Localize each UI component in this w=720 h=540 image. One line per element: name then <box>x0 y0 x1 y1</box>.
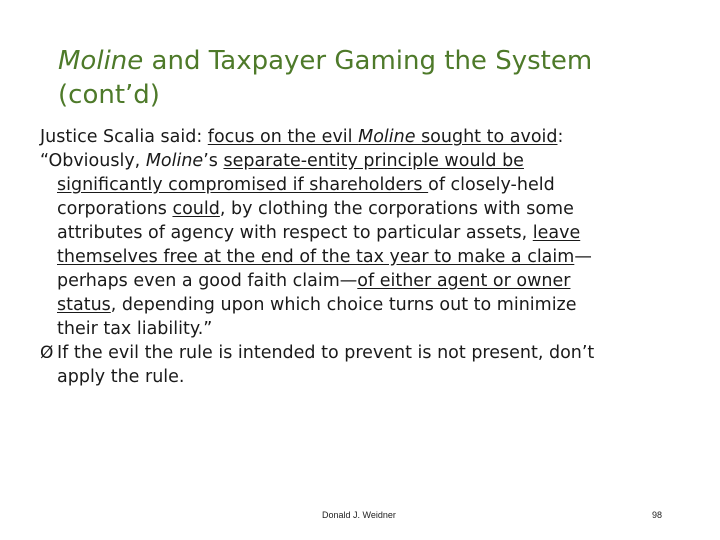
quote-l5-underlined: themselves free at the end of the tax year to make a claim <box>57 247 575 267</box>
intro-underlined-b: sought to avoid <box>415 127 558 147</box>
footer-author: Donald J. Weidner <box>322 510 396 520</box>
page-number: 98 <box>652 510 663 520</box>
slide-body <box>40 125 700 389</box>
bullet-line-1 <box>40 341 700 365</box>
quote-l2-underlined: significantly compromised if shareholders <box>57 175 429 195</box>
quote-line-2 <box>40 173 700 197</box>
quote-l3-underlined: could <box>172 199 220 219</box>
quote-line-7 <box>40 293 700 317</box>
quote-l6-a: perhaps even a good faith claim— <box>57 271 358 291</box>
bullet-paragraph <box>40 341 700 389</box>
intro-prefix: Justice Scalia said: <box>40 127 208 147</box>
quote-line-5 <box>40 245 700 269</box>
quote-line-8: their tax liability.” <box>57 319 213 339</box>
quote-l4-underlined: leave <box>532 223 581 243</box>
quote-l6-underlined: of either agent or owner <box>357 271 571 291</box>
quote-l1-italic: Moline <box>145 151 204 171</box>
quote-l3-a: corporations <box>57 199 173 219</box>
bullet-line-2: apply the rule. <box>57 367 185 387</box>
slide-title <box>58 44 678 112</box>
slide-title-line-1 <box>58 44 678 78</box>
intro-line <box>40 125 700 149</box>
intro-underlined-a: focus on the evil <box>207 127 359 147</box>
quote-l3-b: , by clothing the corporations with some <box>219 199 574 219</box>
intro-suffix: : <box>557 127 564 147</box>
quote-line-6 <box>40 269 700 293</box>
quote-line-1 <box>40 149 700 173</box>
quote-line-3 <box>40 197 700 221</box>
quote-line-4 <box>40 221 700 245</box>
quote-l1-a: “Obviously, <box>40 151 146 171</box>
quote-l2-b: of closely-held <box>428 175 555 195</box>
title-text: and Taxpayer Gaming the System <box>143 46 593 76</box>
intro-underlined <box>208 127 558 147</box>
quote-l1-underlined: separate-entity principle would be <box>223 151 524 171</box>
arrow-bullet-icon: Ø <box>40 343 54 363</box>
quote-paragraph <box>40 149 700 341</box>
intro-underlined-italic: Moline <box>358 127 416 147</box>
bullet-text-1: If the evil the rule is intended to prevent is not present, don’t <box>57 343 595 363</box>
quote-l4-a: attributes of agency with respect to particular assets, <box>57 223 533 243</box>
title-italic-case-name: Moline <box>58 46 144 76</box>
quote-l7-b: , depending upon which choice turns out to minimize <box>110 295 577 315</box>
quote-l7-underlined: status <box>57 295 111 315</box>
quote-l5-b: — <box>574 247 592 267</box>
quote-l1-b: ’s <box>203 151 224 171</box>
slide-title-line-2: (cont’d) <box>58 80 160 110</box>
intro-paragraph <box>40 125 700 149</box>
